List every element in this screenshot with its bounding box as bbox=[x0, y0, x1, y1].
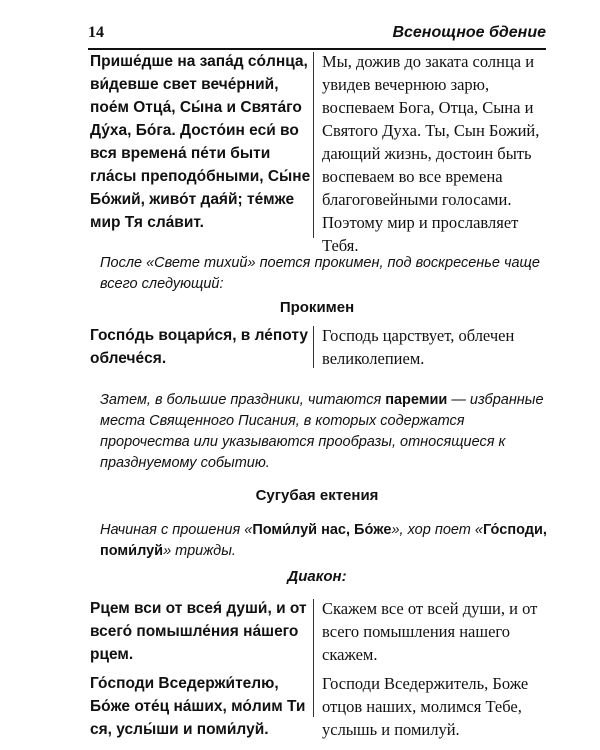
column-divider bbox=[313, 599, 314, 717]
slavonic-paragraph: Рцем вси от всея́ души́, и от всего́ помышле́ния на́шего рцем. bbox=[90, 600, 307, 663]
rubric-text: После «Свете тихий» поется прокимен, под воскресенье чаще всего следующий: bbox=[100, 255, 540, 292]
heading-prokimen: Прокимен bbox=[279, 299, 355, 316]
russian-paragraph: Господь царствует, облечен великолепием. bbox=[322, 326, 515, 368]
page-number: 14 bbox=[88, 24, 104, 41]
russian-text-2 bbox=[322, 324, 544, 370]
column-divider bbox=[313, 52, 314, 238]
heading-deacon: Диакон: bbox=[287, 568, 347, 585]
slavonic-text-3 bbox=[90, 597, 312, 741]
russian-text-3 bbox=[322, 597, 544, 741]
heading-ektenia: Сугубая ектения bbox=[255, 487, 379, 504]
rubric-note-1 bbox=[100, 253, 550, 295]
rubric-note-3 bbox=[100, 520, 550, 562]
rubric-text: Затем, в большие праздники, читаются паремии — избранные места Священного Писания, в которых содержатся пророчества или указываются прообразы, относящиеся к празднуемому событию. bbox=[100, 392, 544, 471]
rubric-text: Начиная с прошения «Поми́луй нас, Бо́же», хор поет «Го́споди, поми́луй» трижды. bbox=[100, 522, 547, 559]
rubric-note-2 bbox=[100, 390, 550, 474]
slavonic-paragraph: Го́споди Вседержи́телю, Бо́же оте́ц на́ших, мо́лим Ти ся, услы́ши и поми́луй. bbox=[90, 675, 306, 738]
russian-paragraph: Скажем все от всей души, и от всего помышления нашего скажем. bbox=[322, 599, 538, 664]
running-header bbox=[88, 24, 546, 50]
russian-paragraph: Господи Вседержитель, Боже отцов наших, молимся Тебе, услышь и помилуй. bbox=[322, 674, 529, 739]
running-title: Всенощное бдение bbox=[392, 24, 546, 41]
slavonic-paragraph: Прише́дше на запа́д со́лнца, ви́девше свет вече́рний, пое́м Отца́, Сы́на и Свята́го Ду́ха, Бо́га. Досто́ин еси́ во вся времена́ пе́ти быти гла́сы преподо́бными, Сы́не Бо́жий, живо́т дая́й; те́мже мир Тя сла́вит. bbox=[90, 53, 311, 231]
russian-text-1 bbox=[322, 50, 544, 257]
slavonic-text-1 bbox=[90, 50, 312, 234]
column-divider bbox=[313, 326, 314, 368]
slavonic-paragraph: Госпо́дь воцари́ся, в ле́поту облече́ся. bbox=[90, 327, 308, 367]
slavonic-text-2 bbox=[90, 324, 312, 370]
russian-paragraph: Мы, дожив до заката солнца и увидев вечернюю зарю, воспеваем Бога, Отца, Сына и Святого Духа. Ты, Сын Божий, дающий жизнь, достоин быть воспеваем во все времена благоговейными голосами. Поэтому мир и прославляет Тебя. bbox=[322, 52, 540, 255]
